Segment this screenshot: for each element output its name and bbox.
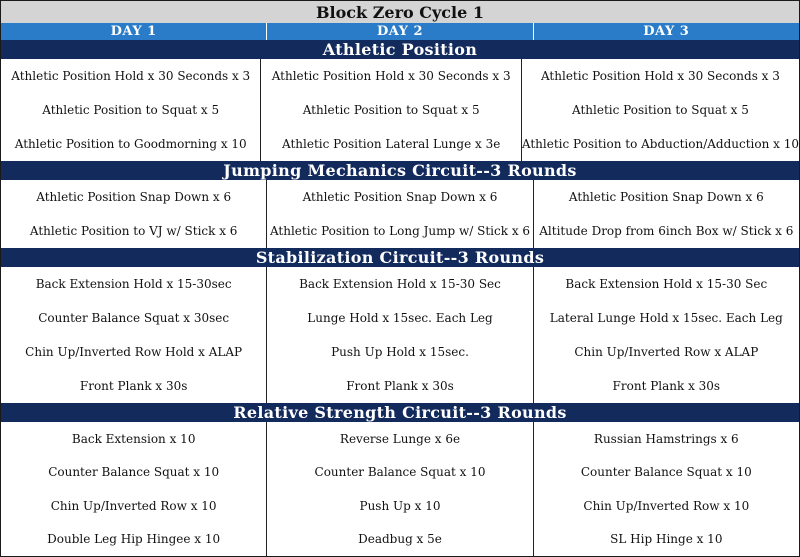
section-block-relative-strength bbox=[1, 422, 799, 556]
exercise-cell: Double Leg Hip Hingee x 10 bbox=[47, 532, 221, 547]
exercise-cell: Counter Balance Squat x 10 bbox=[580, 465, 752, 480]
exercise-cell: Chin Up/Inverted Row x 10 bbox=[50, 498, 217, 513]
exercise-cell: Athletic Position Snap Down x 6 bbox=[36, 190, 232, 204]
day-2-column bbox=[267, 180, 533, 248]
exercise-cell: Athletic Position Lateral Lunge x 3e bbox=[282, 137, 501, 151]
day-3-column bbox=[522, 59, 799, 161]
day-2-column bbox=[261, 59, 521, 161]
day-header-3: DAY 3 bbox=[643, 24, 690, 39]
exercise-cell: Deadbug x 5e bbox=[358, 532, 442, 547]
day-header-2: DAY 2 bbox=[267, 23, 533, 40]
exercise-cell: Athletic Position to Goodmorning x 10 bbox=[14, 137, 247, 151]
exercise-cell: Push Up Hold x 15sec. bbox=[331, 345, 469, 359]
exercise-cell: Front Plank x 30s bbox=[79, 379, 188, 393]
exercise-cell: Athletic Position to VJ w/ Stick x 6 bbox=[29, 224, 238, 238]
day-2-column bbox=[267, 267, 533, 403]
exercise-cell: Russian Hamstrings x 6 bbox=[593, 431, 739, 446]
exercise-cell: Front Plank x 30s bbox=[346, 379, 454, 393]
section-block-stabilization bbox=[1, 267, 799, 403]
exercise-cell: Back Extension Hold x 15-30sec bbox=[35, 277, 232, 291]
exercise-cell: Athletic Position to Long Jump w/ Stick x 6 bbox=[269, 224, 531, 238]
exercise-cell: Athletic Position Hold x 30 Seconds x 3 bbox=[271, 69, 511, 83]
exercise-cell: Athletic Position Snap Down x 6 bbox=[302, 190, 498, 204]
day-1-column bbox=[1, 59, 261, 161]
exercise-cell: Chin Up/Inverted Row x 10 bbox=[583, 498, 750, 513]
day-1-column bbox=[1, 180, 267, 248]
exercise-cell: Lateral Lunge Hold x 15sec. Each Leg bbox=[549, 311, 783, 325]
exercise-cell: Back Extension Hold x 15-30 Sec bbox=[565, 277, 768, 291]
exercise-cell: SL Hip Hinge x 10 bbox=[610, 532, 723, 547]
exercise-cell: Chin Up/Inverted Row x ALAP bbox=[574, 345, 759, 359]
section-header-athletic-position: Athletic Position bbox=[1, 40, 799, 59]
day-header-1: DAY 1 bbox=[1, 23, 267, 40]
exercise-cell: Athletic Position Hold x 30 Seconds x 3 bbox=[11, 69, 251, 83]
exercise-cell: Athletic Position to Squat x 5 bbox=[572, 103, 749, 117]
exercise-cell: Athletic Position Hold x 30 Seconds x 3 bbox=[540, 69, 780, 83]
day-1-column bbox=[1, 267, 267, 403]
exercise-cell: Counter Balance Squat x 30sec bbox=[38, 311, 230, 325]
exercise-cell: Reverse Lunge x 6e bbox=[339, 431, 461, 446]
exercise-cell: Athletic Position to Abduction/Adduction x 10 bbox=[521, 137, 800, 151]
exercise-cell: Athletic Position Snap Down x 6 bbox=[568, 190, 764, 204]
day-3-column bbox=[534, 267, 799, 403]
section-header-relative-strength: Relative Strength Circuit--3 Rounds bbox=[1, 403, 799, 422]
day-3-column bbox=[534, 422, 799, 556]
exercise-cell: Lunge Hold x 15sec. Each Leg bbox=[307, 311, 493, 325]
exercise-cell: Athletic Position to Squat x 5 bbox=[302, 103, 480, 117]
section-header-jumping-mechanics: Jumping Mechanics Circuit--3 Rounds bbox=[1, 161, 799, 180]
exercise-cell: Front Plank x 30s bbox=[612, 379, 721, 393]
exercise-cell: Counter Balance Squat x 10 bbox=[48, 465, 220, 480]
section-block-athletic-position bbox=[1, 59, 799, 161]
exercise-cell: Back Extension Hold x 15-30 Sec bbox=[299, 277, 501, 291]
day-3-column bbox=[534, 180, 799, 248]
exercise-cell: Athletic Position to Squat x 5 bbox=[42, 103, 220, 117]
exercise-cell: Counter Balance Squat x 10 bbox=[314, 465, 486, 480]
day-2-column bbox=[267, 422, 533, 556]
day-1-column bbox=[1, 422, 267, 556]
day-header-row bbox=[1, 23, 799, 40]
exercise-cell: Back Extension x 10 bbox=[71, 431, 196, 446]
exercise-cell: Push Up x 10 bbox=[359, 498, 441, 513]
section-block-jumping-mechanics bbox=[1, 180, 799, 248]
sheet-title: Block Zero Cycle 1 bbox=[1, 1, 799, 24]
exercise-cell: Altitude Drop from 6inch Box w/ Stick x 6 bbox=[539, 224, 794, 238]
section-header-stabilization: Stabilization Circuit--3 Rounds bbox=[1, 248, 799, 267]
exercise-cell: Chin Up/Inverted Row Hold x ALAP bbox=[25, 345, 243, 359]
